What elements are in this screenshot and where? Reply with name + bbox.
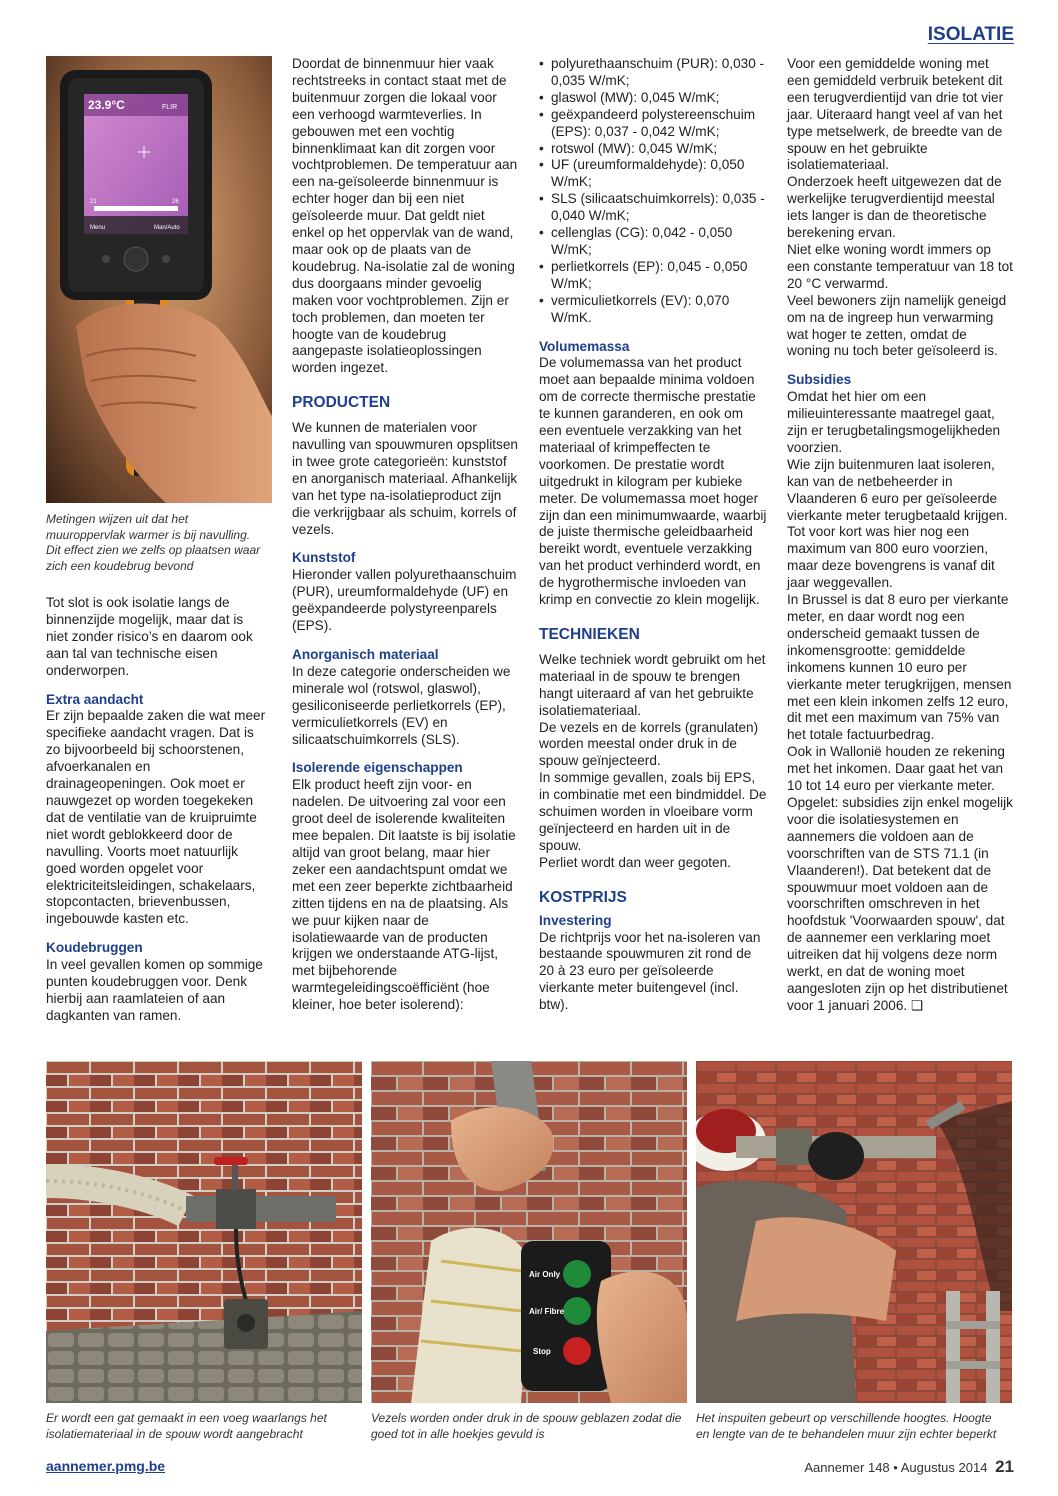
col1-intro: Tot slot is ook isolatie langs de binnenzijde mogelijk, maar dat is niet zonder risico’s en daarom ook aan tal van technische eisen onderworpen.: [46, 595, 253, 678]
camera-brand-label: FLIR: [162, 104, 178, 111]
list-item: • rotswol (MW): 0,045 W/mK;: [539, 141, 767, 158]
column-4: [787, 56, 1013, 1015]
col4-subs-p1: Omdat het hier om een milieuinteressante maatregel gaat, zijn er terugbetalingsmogelijkheden voorzien.: [787, 389, 1001, 455]
footer-issue-info: [804, 1457, 1014, 1477]
list-item: • vermiculietkorrels (EV): 0,070 W/mK.: [539, 293, 767, 327]
photo-injection-wall: [696, 1061, 1012, 1403]
column-3: [539, 56, 767, 1014]
camera-scale-min: 21: [90, 199, 97, 205]
heading-kunststof: Kunststof: [292, 550, 356, 566]
col4-subs-p5-text: Opgelet: subsidies zijn enkel mogelijk voor die isolatiesystemen en aannemers die voldoen aan de voorschriften van de STS 71.1 (in Vlaanderen!). Dat betekent dat de spouwmuur moet voldoen aan de voorschriften omschreven in het hoofdstuk 'Voorwaarden spouw', dat de aannemer een verklaring moet uitreiken dat hij volgens deze norm werkt, en dat de woning moet aangesloten zijn op het distributienet voor 1 januari 2006.: [787, 794, 1013, 1013]
heading-subsidies: Subsidies: [787, 372, 852, 388]
list-item: • UF (ureumformaldehyde): 0,050 W/mK;: [539, 157, 767, 191]
col4-p2: Onderzoek heeft uitgewezen dat de werkelijke terugverdientijd meestal iets langer is dan de theoretische berekening ervan.: [787, 174, 1002, 241]
footer-website-link[interactable]: aannemer.pmg.be: [46, 1458, 166, 1474]
col2-kunststof-body: Hieronder vallen polyurethaanschuim (PUR), ureumformaldehyde (UF) en geëxpandeerde polystyreenparels (EPS).: [292, 567, 517, 634]
camera-menu-label: Menu: [90, 225, 106, 231]
section-tag: ISOLATIE: [927, 24, 1014, 45]
heading-investering: Investering: [539, 912, 612, 928]
photo-remote-control: [371, 1061, 687, 1403]
atg-list: [539, 56, 767, 327]
column-1: [46, 595, 268, 1025]
column-2: [292, 56, 518, 1014]
photo-caption-top: Metingen wijzen uit dat het muuroppervlak warmer is bij navulling. Dit effect zien we zelfs op plaatsen waar zich een koudebrug bevond: [46, 512, 261, 573]
heading-producten: PRODUCTEN: [292, 394, 391, 412]
footer-issue: Aannemer 148 • Augustus 2014: [804, 1460, 988, 1475]
col2-isol-body: Elk product heeft zijn voor- en nadelen. De uitvoering zal voor een groot deel de isolerende kwaliteiten mee bepalen. Dit laatste is bij isolatie altijd van groot belang, maar hier zeker een aandachtspunt omdat we met een zeer beperkte zichtbaarheid zitten tijdens en na de plaatsing. Als we puur kijken naar de isolatiewaarde van de producten krijgen we onderstaande ATG-lijst, met bijbehorende warmtegeleidingscoëfficiënt (hoe kleiner, hoe beter isolerend):: [292, 777, 516, 1013]
col4-p4: Veel bewoners zijn namelijk geneigd om na de ingreep hun verwarming wat hoger te zetten, omdat de woning nu toch beter geïsoleerd is.: [787, 292, 1007, 359]
col2-producten-body: We kunnen de materialen voor navulling van spouwmuren opsplitsen in twee grote categorieën: kunststof en anorganisch materiaal. Afhankelijk van het type na-isolatieproduct zijn die verkrijgbaar als schuim, korrels of vezels.: [292, 420, 518, 537]
col3-tech-p3: In sommige gevallen, zoals bij EPS, in combinatie met een bindmiddel. De schuimen worden in vloeibare vorm geïnjecteerd en harden uit in de spouw.: [539, 770, 767, 853]
end-mark-icon: ❑: [910, 997, 924, 1013]
camera-temp-readout: 23.9°C: [88, 98, 125, 112]
col3-invest-body: De richtprijs voor het na-isoleren van bestaande spouwmuren zit rond de 20 à 23 euro per geïsoleerde vierkante meter buitengevel (incl. btw).: [539, 929, 761, 1013]
col3-volume-body: De volumemassa van het product moet aan bepaalde minima voldoen om de correcte thermische prestatie te kunnen garanderen, en ook om een eventuele verzakking van het materiaal of krimpeffecten te voorkomen. De prestatie wordt uitgedrukt in kilogram per kubieke meter. De volumemassa moet hoger zijn dan een minimumwaarde, waarbij de juiste thermische geleidbaarheid bereikt wordt, eventuele verzakking van het product verhinderd wordt, en de hygrothermische invloeden van krimp en convectie zo klein mogelijk.: [539, 355, 767, 608]
heading-volumemassa: Volumemassa: [539, 338, 630, 354]
list-item: • geëxpandeerd polystereenschuim (EPS): 0,037 - 0,042 W/mK;: [539, 107, 767, 141]
col3-tech-p4: Perliet wordt dan weer gegoten.: [539, 854, 731, 870]
remote-label-stop: Stop: [533, 1347, 551, 1356]
list-item: • perlietkorrels (EP): 0,045 - 0,050 W/mK;: [539, 259, 767, 293]
col3-tech-p1: Welke techniek wordt gebruikt om het materiaal in de spouw te brengen hangt uiteraard af van het gebruikte isolatiemateriaal.: [539, 651, 766, 718]
list-item: • polyurethaanschuim (PUR): 0,030 - 0,035 W/mK;: [539, 56, 767, 90]
heading-anorganisch: Anorganisch materiaal: [292, 647, 439, 662]
remote-label-air-only: Air Only: [529, 1270, 561, 1279]
col4-p3: Niet elke woning wordt immers op een constante temperatuur van 18 tot 20 °C verwarmd.: [787, 241, 1013, 291]
camera-mode-label: Man/Auto: [154, 225, 180, 231]
col2-p1: Doordat de binnenmuur hier vaak rechtstreeks in contact staat met de buitenmuur zorgen die lokaal voor een verhoogd warmteverlies. In gebouwen met een vochtig binnenklimaat kan dit zorgen voor vochtproblemen. De temperatuur aan een na-geïsoleerde binnenmuur is echter hoger dan bij een niet geïsoleerde muur. Dat geldt niet enkel op het oppervlak van de wand, maar ook op de plaats van de koudebrug. Na-isolatie zal de woning dus doorgaans minder gevoelig maken voor vochtproblemen. Zijn er toch problemen, dan moeten ter hoogte van de koudebrug aangepaste isolatieoplossingen worden ingezet.: [292, 56, 518, 376]
col4-p1: Voor een gemiddelde woning met een gemiddeld verbruik betekent dit een terugverdientijd van drie tot vier jaar. Uiteraard hangt veel af van het type metselwerk, de breedte van de spouw en het gebruikte isolatiemateriaal.: [787, 56, 1004, 173]
col4-subs-p3: In Brussel is dat 8 euro per vierkante meter, en daar wordt nog een onderscheid gemaakt tussen de inkomensgrootte: gemiddelde inkomens kunnen 10 euro per vierkante meter terugkrijgen, mensen met een klein inkomen zelfs 12 euro, dit met een maximum van 75% van het totale factuurbedrag.: [787, 592, 1012, 743]
heading-koudebruggen: Koudebruggen: [46, 940, 143, 956]
col1-extra-body: Er zijn bepaalde zaken die wat meer specifieke aandacht vragen. Dat is zo bijvoorbeeld bij schoorstenen, afvoerkanalen en drainageopeningen. Ook moet er nauwgezet op worden toegekeken dat de ventilatie van de kruipruimte niet wordt geblokkeerd door de navulling. Voorts moet natuurlijk goed worden opgelet voor elektriciteitsleidingen, schakelaars, stopcontacten, brievenbussen, ingebouwde kasten etc.: [46, 708, 266, 927]
remote-label-air-fibre: Air/ Fibre: [529, 1307, 565, 1316]
col2-anorg-body: In deze categorie onderscheiden we minerale wol (rotswol, glaswol), gesiliconiseerde perlietkorrels (EP), vermiculietkorrels (EV) en silicaatschuimkorrels (SLS).: [292, 663, 511, 747]
photo-pipe-wall: [46, 1061, 362, 1403]
col4-subs-p4: Ook in Wallonië houden ze rekening met het inkomen. Daar gaat het van 10 tot 14 euro per vierkante meter.: [787, 744, 1005, 794]
heading-technieken: TECHNIEKEN: [539, 626, 640, 643]
thermal-camera-photo: [46, 56, 272, 503]
page-number: 21: [995, 1457, 1014, 1476]
list-item: • SLS (silicaatschuimkorrels): 0,035 - 0,040 W/mK;: [539, 191, 767, 225]
list-item: • cellenglas (CG): 0,042 - 0,050 W/mK;: [539, 225, 767, 259]
heading-extra-aandacht: Extra aandacht: [46, 691, 144, 707]
photo-caption-1: Er wordt een gat gemaakt in een voeg waarlangs het isolatiemateriaal in de spouw wordt aangebracht: [46, 1411, 327, 1441]
col4-subs-p5: [787, 795, 1013, 1015]
list-item: • glaswol (MW): 0,045 W/mK;: [539, 90, 767, 107]
photo-caption-2: Vezels worden onder druk in de spouw geblazen zodat die goed tot in alle hoekjes gevuld is: [371, 1411, 682, 1441]
heading-kostprijs: KOSTPRIJS: [539, 888, 627, 906]
camera-scale-max: 26: [172, 199, 179, 205]
col1-koude-body: In veel gevallen komen op sommige punten koudebruggen voor. Denk hierbij aan raamlateien of aan dagkanten van ramen.: [46, 957, 263, 1023]
col3-tech-p2: De vezels en de korrels (granulaten) worden meestal onder druk in de spouw geïnjecteerd.: [539, 719, 759, 769]
heading-isolerende-eigenschappen: Isolerende eigenschappen: [292, 760, 463, 776]
photo-caption-3: Het inspuiten gebeurt op verschillende hoogtes. Hoogte en lengte van de te behandelen muur zijn echter beperkt: [696, 1411, 997, 1441]
col4-subs-p2: Wie zijn buitenmuren laat isoleren, kan van de netbeheerder in Vlaanderen 6 euro per geïsoleerde vierkante meter terugbetaald krijgen. Tot voor kort was hier nog een maximum van 800 euro voorzien, maar deze bovengrens is vanaf dit jaar weggevallen.: [787, 456, 1008, 591]
